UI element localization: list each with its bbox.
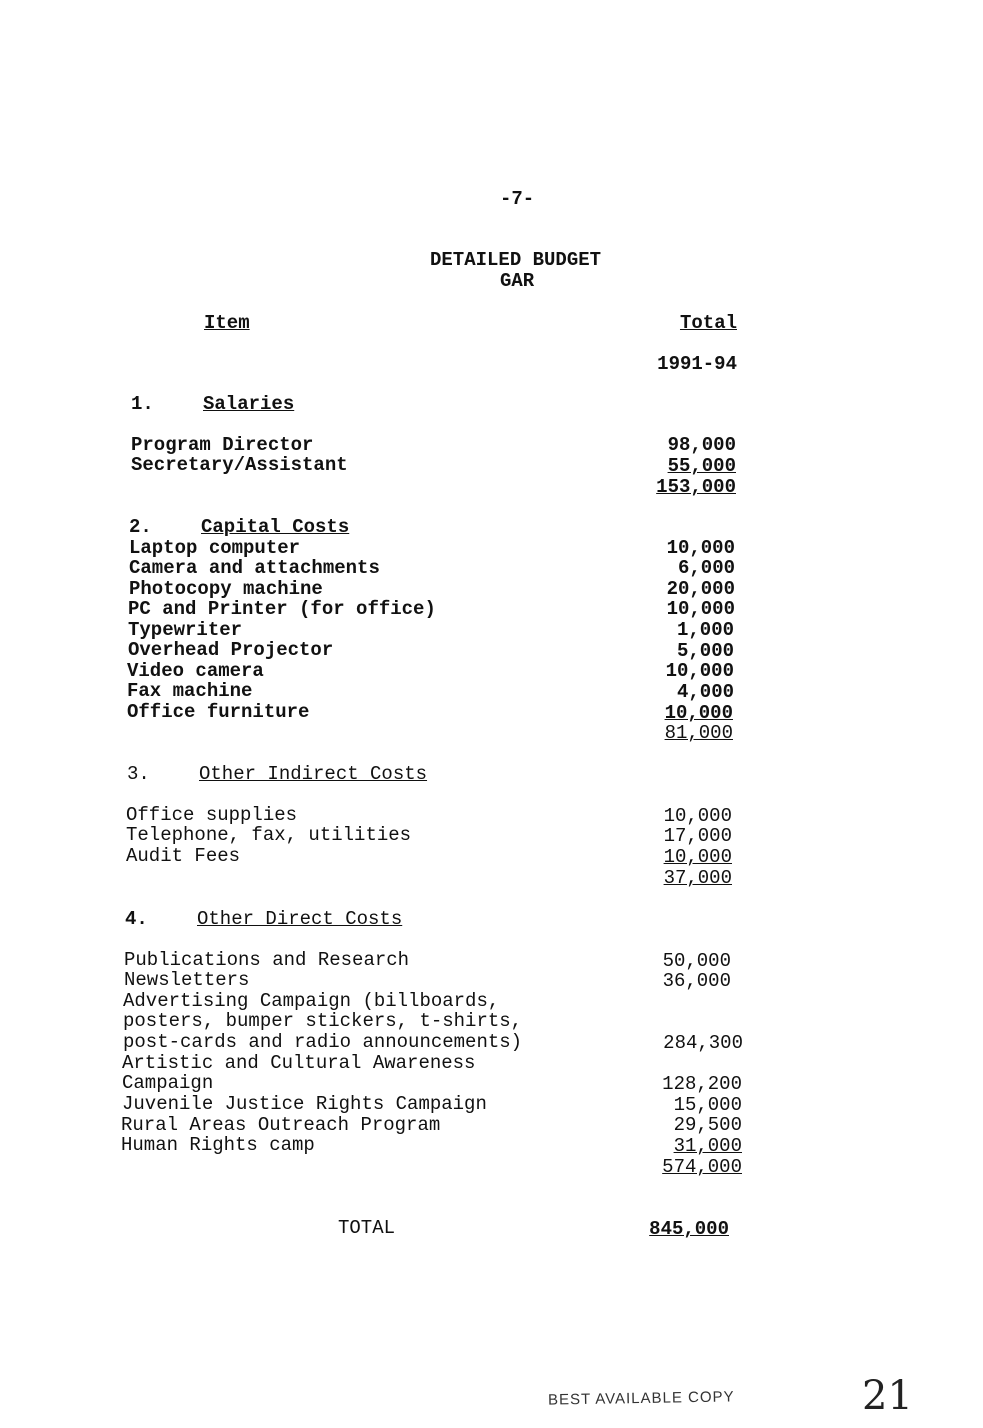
section-heading: Other Indirect Costs [199,763,428,785]
section-subtotal: 574,000 [662,1156,742,1178]
line-item-amount: 10,000 [663,846,732,868]
line-item-amount: 10,000 [666,537,735,559]
line-item-label: Typewriter [128,619,243,641]
line-item-label: posters, bumper stickers, t-shirts, [123,1010,523,1032]
line-item-label: Audit Fees [126,845,241,867]
line-item-amount: 10,000 [666,598,735,620]
line-item-label: Office supplies [126,804,298,826]
line-item-label: Video camera [127,660,264,682]
total-value: 845,000 [649,1218,729,1240]
line-item-label: post-cards and radio announcements) [123,1031,523,1053]
page-number: -7- [500,188,535,210]
line-item-label: Secretary/Assistant [131,454,348,476]
line-item-amount: 29,500 [673,1114,742,1136]
line-item-label: Fax machine [127,680,253,702]
total-column-header: Total [679,312,737,334]
line-item-amount: 128,200 [662,1073,742,1095]
line-item-label: Office furniture [127,701,310,723]
section-subtotal: 153,000 [656,476,736,498]
section-heading: Salaries [203,393,295,415]
line-item-amount: 50,000 [662,950,731,972]
line-item-amount: 17,000 [663,825,732,847]
line-item-label: Artistic and Cultural Awareness [122,1052,476,1074]
line-item-label: Laptop computer [129,537,301,559]
line-item-label: Photocopy machine [129,578,323,600]
page-title: DETAILED BUDGET [430,249,602,271]
line-item-label: Telephone, fax, utilities [126,824,412,846]
line-item-amount: 98,000 [667,434,736,456]
page-subtitle: GAR [500,270,535,292]
item-column-header: Item [204,312,250,334]
line-item-label: Advertising Campaign (billboards, [123,990,500,1012]
handwritten-page-number: 21 [862,1373,913,1419]
section-number: 4. [125,908,148,930]
line-item-label: Overhead Projector [128,639,334,661]
section-heading: Capital Costs [201,516,350,538]
line-item-amount: 20,000 [666,578,735,600]
line-item-label: Human Rights camp [121,1134,315,1156]
line-item-amount: 4,000 [676,681,734,703]
line-item-amount: 36,000 [662,970,731,992]
line-item-amount: 10,000 [663,805,732,827]
line-item-label: Newsletters [124,969,250,991]
section-heading: Other Direct Costs [197,908,403,930]
section-number: 3. [127,763,150,785]
line-item-label: Camera and attachments [129,557,380,579]
line-item-label: PC and Printer (for office) [128,598,436,620]
line-item-amount: 15,000 [673,1094,742,1116]
line-item-amount: 31,000 [673,1135,742,1157]
section-subtotal: 81,000 [664,722,733,744]
line-item-amount: 10,000 [664,702,733,724]
section-number: 2. [129,516,152,538]
line-item-label: Juvenile Justice Rights Campaign [122,1093,487,1115]
line-item-label: Program Director [131,434,314,456]
best-available-copy-stamp: BEST AVAILABLE COPY [547,1388,735,1409]
total-label: TOTAL [338,1217,396,1239]
line-item-amount: 10,000 [665,660,734,682]
line-item-amount: 5,000 [676,640,734,662]
line-item-amount: 6,000 [677,557,735,579]
line-item-amount: 1,000 [676,619,734,641]
line-item-label: Campaign [122,1072,214,1094]
section-number: 1. [131,393,154,415]
line-item-amount: 284,300 [663,1032,743,1054]
line-item-label: Publications and Research [124,949,410,971]
line-item-amount: 55,000 [667,455,736,477]
period-label: 1991-94 [657,353,737,375]
section-subtotal: 37,000 [663,867,732,889]
line-item-label: Rural Areas Outreach Program [121,1114,441,1136]
